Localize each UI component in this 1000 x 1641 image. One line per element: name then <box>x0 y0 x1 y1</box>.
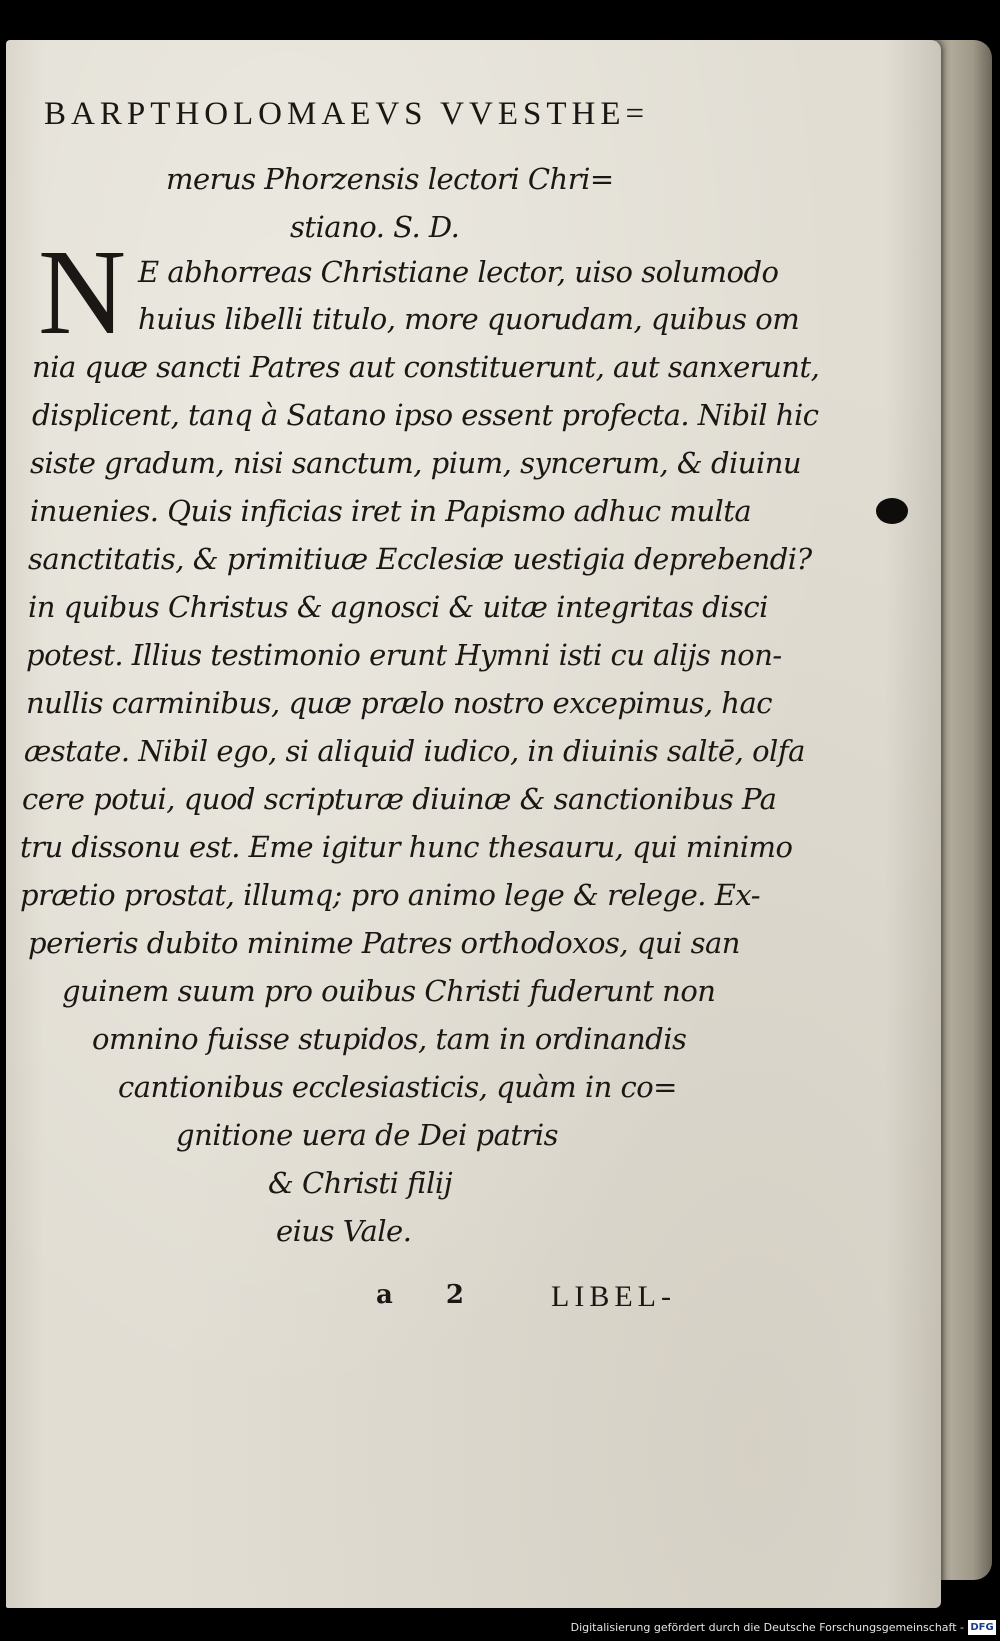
footer-credit: Digitalisierung gefördert durch die Deutsche Forschungsgemeinschaft - <box>570 1621 964 1634</box>
text-line: æstate. Nibil ego, si aliquid iudico, in diuinis saltē, olfa <box>24 734 805 768</box>
text-line: merus Phorzensis lectori Chri= <box>166 162 614 196</box>
catchword: LIBEL- <box>551 1280 676 1313</box>
text-line: tru dissonu est. Eme igitur hunc thesauru, qui minimo <box>20 830 793 864</box>
text-line: stiano. S. D. <box>290 210 460 244</box>
text-line: E abhorreas Christiane lector, uiso solumodo <box>138 255 779 289</box>
text-line: & Christi filij <box>268 1166 453 1200</box>
text-line: nullis carminibus, quæ prælo nostro excepimus, hac <box>26 686 772 720</box>
text-line: potest. Illius testimonio erunt Hymni isti cu alijs non- <box>26 638 782 672</box>
text-line: sanctitatis, & primitiuæ Ecclesiæ uestigia deprebendi? <box>28 542 812 576</box>
text-line: cere potui, quod scripturæ diuinæ & sanctionibus Pa <box>22 782 777 816</box>
text-line: huius libelli titulo, more quorudam, quibus om <box>138 302 800 336</box>
footer-bar <box>0 1618 1000 1641</box>
text-line: guinem suum pro ouibus Christi fuderunt non <box>62 974 716 1008</box>
text-line: displicent, tanq à Satano ipso essent profecta. Nibil hic <box>32 398 819 432</box>
text-line: perieris dubito minime Patres orthodoxos, qui san <box>28 926 740 960</box>
text-line: in quibus Christus & agnosci & uitæ integritas disci <box>28 590 768 624</box>
text-line: prætio prostat, illumq; pro animo lege & relege. Ex- <box>20 878 761 912</box>
text-line: gnitione uera de Dei patris <box>176 1118 559 1152</box>
drop-cap-initial: N <box>38 225 127 360</box>
text-line: cantionibus ecclesiasticis, quàm in co= <box>118 1070 677 1104</box>
text-line: inuenies. Quis inficias iret in Papismo adhuc multa <box>30 494 752 528</box>
dfg-logo-icon: DFG <box>968 1620 996 1635</box>
text-line: nia quæ sancti Patres aut constituerunt, aut sanxerunt, <box>32 350 820 384</box>
text-line: eius Vale. <box>276 1214 412 1248</box>
text-line: omnino fuisse stupidos, tam in ordinandis <box>92 1022 687 1056</box>
text-line: siste gradum, nisi sanctum, pium, syncerum, & diuinu <box>30 446 802 480</box>
ink-blot <box>876 498 908 524</box>
heading-caps: BARPTHOLOMAEVS VVESTHE= <box>44 96 650 132</box>
signature-mark: a 2 <box>376 1280 486 1310</box>
